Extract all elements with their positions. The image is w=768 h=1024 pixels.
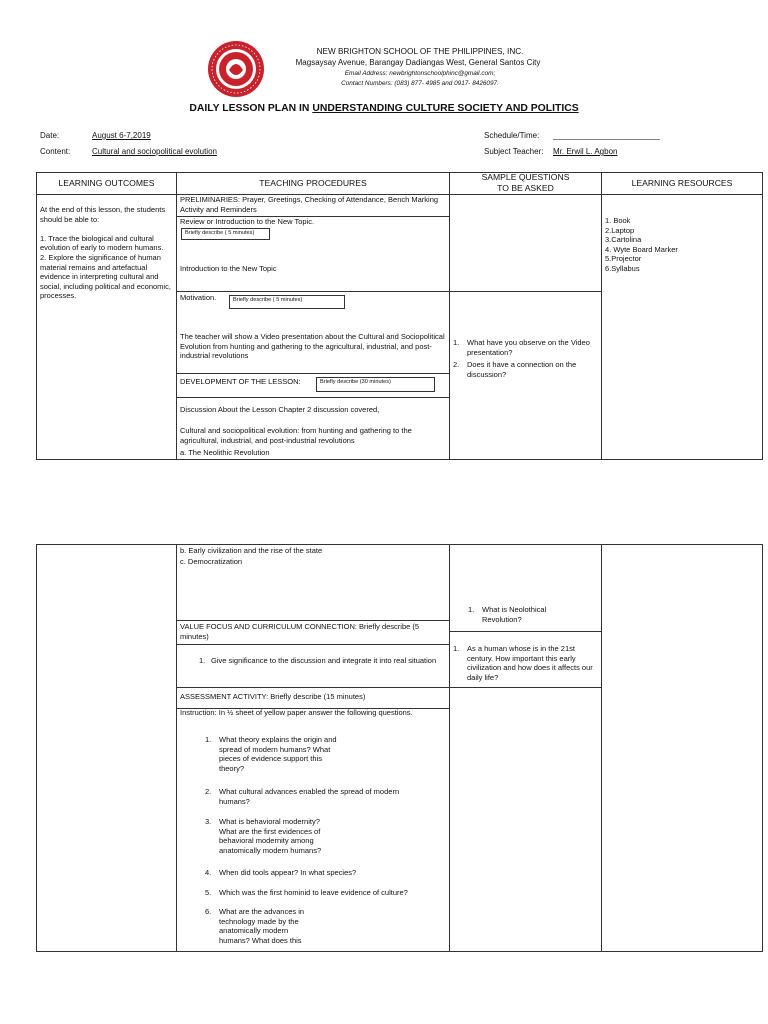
resources-list <box>605 216 755 274</box>
q-number-neo: 1. <box>468 605 475 614</box>
schedule-value: ________________________ <box>553 131 660 140</box>
header-learning-outcomes: LEARNING OUTCOMES <box>58 178 155 188</box>
q-number-human: 1. <box>453 644 460 653</box>
assessment-question: When did tools appear? In what species? <box>219 868 357 877</box>
aq-number-1: 1. <box>205 735 212 744</box>
significance-text: Give significance to the discussion and integrate it into real situation <box>211 656 437 665</box>
school-email: Email Address: newbrightonschoolphinc@gmail.com; <box>344 70 496 77</box>
content-label: Content: <box>40 147 71 156</box>
aq-number-3: 3. <box>205 817 212 826</box>
aq-number-5: 5. <box>205 888 212 897</box>
resource-item: 5.Projector <box>605 254 642 264</box>
development-box: Briefly describe (30 minutes) <box>316 377 435 392</box>
brief-describe-box: Briefly describe ( 5 minutes) <box>181 228 270 240</box>
content-value: Cultural and sociopolitical evolution <box>92 147 217 156</box>
assessment-activity: ASSESSMENT ACTIVITY: Briefly describe (15 minutes) <box>180 692 366 701</box>
preliminaries: PRELIMINARIES: Prayer, Greetings, Checking of Attendance, Bench Marking Activity and Reminders <box>180 195 439 214</box>
intro-new-topic: Introduction to the New Topic <box>180 264 277 273</box>
early-civilization: b. Early civilization and the rise of the state <box>180 546 323 555</box>
sig-number: 1. <box>199 656 206 665</box>
date-value: August 6-7,2019 <box>92 131 151 140</box>
resource-item: 2.Laptop <box>605 225 635 235</box>
resource-item: 4. Wyte Board Marker <box>605 244 678 254</box>
neolithic-text: a. The Neolithic Revolution <box>180 448 270 457</box>
teacher-value: Mr. Erwil L. Agbon <box>553 147 618 156</box>
question-item: What have you observe on the Video presentation? <box>467 338 590 357</box>
question-21st-century: As a human whose is in the 21st century. How important this early civilization and how does it affects our daily life? <box>467 644 593 682</box>
teacher-label: Subject Teacher: <box>484 147 544 156</box>
instruction-text: Instruction: In ½ sheet of yellow paper answer the following questions. <box>180 708 413 717</box>
value-focus: VALUE FOCUS AND CURRICULUM CONNECTION: Briefly describe (5 minutes) <box>180 622 420 641</box>
question-item: Does it have a connection on the discussion? <box>467 360 577 379</box>
header-teaching-procedures: TEACHING PROCEDURES <box>259 178 367 188</box>
assessment-question: What are the advances in technology made by the anatomically modern humans? What does this <box>219 907 305 945</box>
q-number-1: 1. <box>453 338 460 347</box>
title-subject: UNDERSTANDING CULTURE SOCIETY AND POLITICS <box>312 103 579 114</box>
resource-item: 1. Book <box>605 216 631 225</box>
learning-outcomes-text: At the end of this lesson, the students should be able to: 1. Trace the biological and cultural evolution of early to modern humans. 2. Explore the significance of human material remains and artefactual evidence in interpreting cultural and social, including political and economic, processes. <box>40 205 171 301</box>
cultural-evolution-text: Cultural and sociopolitical evolution: from hunting and gathering to the agricultural, industrial, and post-industrial revolutions <box>180 426 412 445</box>
school-contact: Contact Numbers: (083) 877- 4985 and 0917- 8426097. <box>341 80 499 87</box>
assessment-question: What cultural advances enabled the spread of modern humans? <box>219 787 400 806</box>
resource-item: 3.Cartolina <box>605 235 642 245</box>
assessment-question: Which was the first hominid to leave evidence of culture? <box>219 888 408 897</box>
assessment-question: What is behavioral modernity? What are the first evidences of behavioral modernity among anatomically modern humans? <box>219 817 322 855</box>
aq-number-6: 6. <box>205 907 212 916</box>
header-learning-resources: LEARNING RESOURCES <box>631 178 733 188</box>
header-sample-questions: SAMPLE QUESTIONS TO BE ASKED <box>481 172 570 193</box>
aq-number-4: 4. <box>205 868 212 877</box>
motivation-label: Motivation. <box>180 293 217 302</box>
aq-number-2: 2. <box>205 787 212 796</box>
review-intro: Review or Introduction to the New Topic. <box>180 217 315 226</box>
school-name: NEW BRIGHTON SCHOOL OF THE PHILIPPINES, INC. <box>316 47 524 56</box>
school-address: Magsaysay Avenue, Barangay Dadiangas West, General Santos City <box>295 58 541 67</box>
title-prefix: DAILY LESSON PLAN IN <box>189 103 313 114</box>
motivation-box: Briefly describe ( 5 minutes) <box>229 295 345 309</box>
video-presentation: The teacher will show a Video presentation about the Cultural and Sociopolitical Evolution from hunting and gathering to the agricultural, industrial, and post-industrial revolutions <box>180 332 445 361</box>
assessment-question: What theory explains the origin and spread of modern humans? What pieces of evidence support this theory? <box>219 735 337 773</box>
schedule-label: Schedule/Time: <box>484 131 540 140</box>
question-neolithic: What is Neolothical Revolution? <box>482 605 547 624</box>
development-label: DEVELOPMENT OF THE LESSON: <box>180 377 301 386</box>
resource-item: 6.Syllabus <box>605 263 640 273</box>
discussion-text: Discussion About the Lesson Chapter 2 discussion covered, <box>180 405 380 414</box>
date-label: Date: <box>40 131 60 140</box>
q-number-2: 2. <box>453 360 460 369</box>
democratization: c. Democratization <box>180 557 243 566</box>
